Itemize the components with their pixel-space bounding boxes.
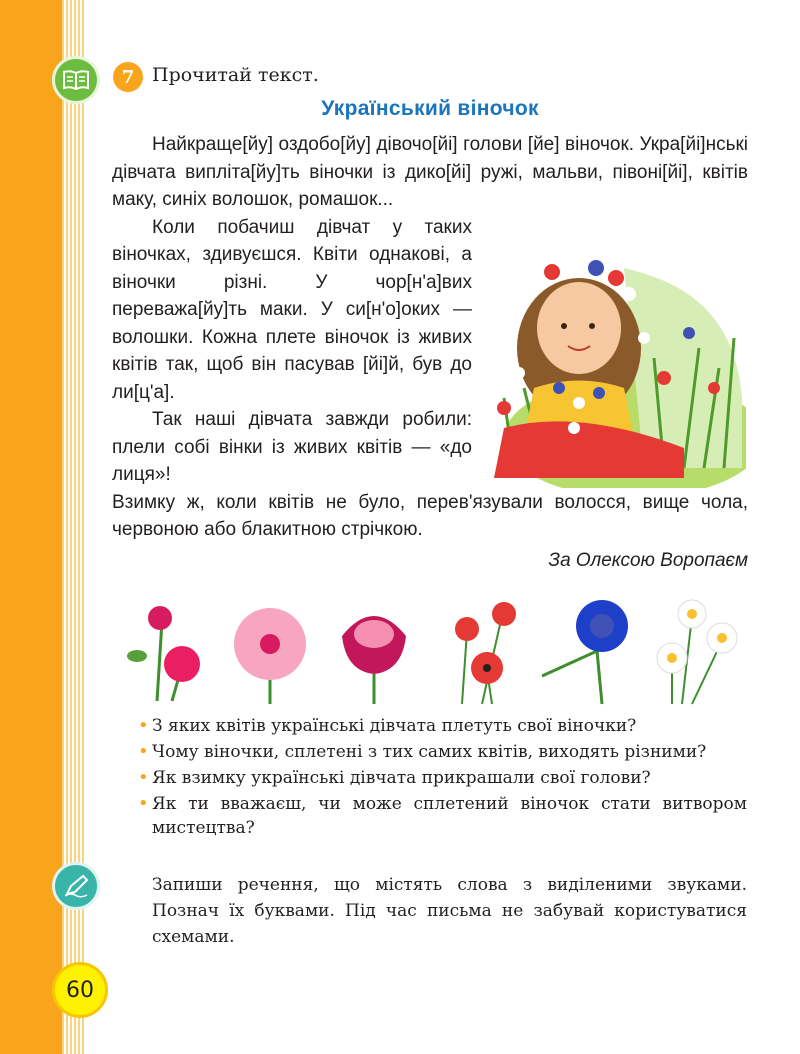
task-number-badge: 7 [113, 62, 143, 92]
pen-icon [52, 862, 100, 910]
question-item: • Як взимку українські дівчата прикрашали свої голови? [138, 767, 651, 788]
bullet-icon: • [138, 741, 149, 762]
question-item: • З яких квітів українські дівчата плетуть свої віночки? [138, 715, 637, 736]
story-paragraph: Коли побачиш дівчат у таких віночках, здивуєшся. Квіти однакові, а віночки різні. У чор[н'а]вих переважа[йу]ть маки. У си[н'о]оких — волошки. Кожна плете віночок із живих квітів так, щоб він пасував [йі]й, був до ли[ц'а]. [112, 216, 472, 403]
bullet-icon: • [138, 715, 149, 736]
page-number: 60 [52, 962, 108, 1018]
girl-with-wreath-illustration [484, 238, 746, 488]
bullet-icon: • [138, 767, 149, 788]
story-author: За Олексою Воропаєм [548, 549, 748, 571]
questions-list [138, 714, 747, 842]
story-paragraph: Взимку ж, коли квітів не було, перев'язували волосся, вище чола, червоною або блакитною стрічкою. [112, 491, 748, 540]
flowers-illustration-strip [112, 596, 748, 706]
question-item: • Чому віночки, сплетені з тих самих квітів, виходять різними? [138, 741, 707, 762]
bullet-icon: • [138, 793, 149, 814]
story-paragraph: Найкраще[йу] оздобо[йу] дівочо[йі] голови [йе] віночок. Укра[йі]нські дівчата випліта[йу]ть віночки із дико[йі] ружі, мальви, півоні[йі], квітів маку, синіх волошок, ромашок... [112, 134, 748, 210]
story-title: Український віночок [321, 97, 539, 120]
task-instruction: Прочитай текст. [152, 64, 319, 86]
page-margin-band [0, 0, 62, 1054]
writing-task-text: Запиши речення, що містять слова з виділеними звуками. Познач їх буквами. Під час письма не забувай користуватися схемами. [152, 875, 747, 947]
story-paragraph: Так наші дівчата завжди робили: плели собі вінки із живих квітів — «до лиця»! [112, 409, 472, 485]
question-item: • Як ти вважаєш, чи може сплетений віночок стати витвором мистецтва? [138, 793, 747, 838]
